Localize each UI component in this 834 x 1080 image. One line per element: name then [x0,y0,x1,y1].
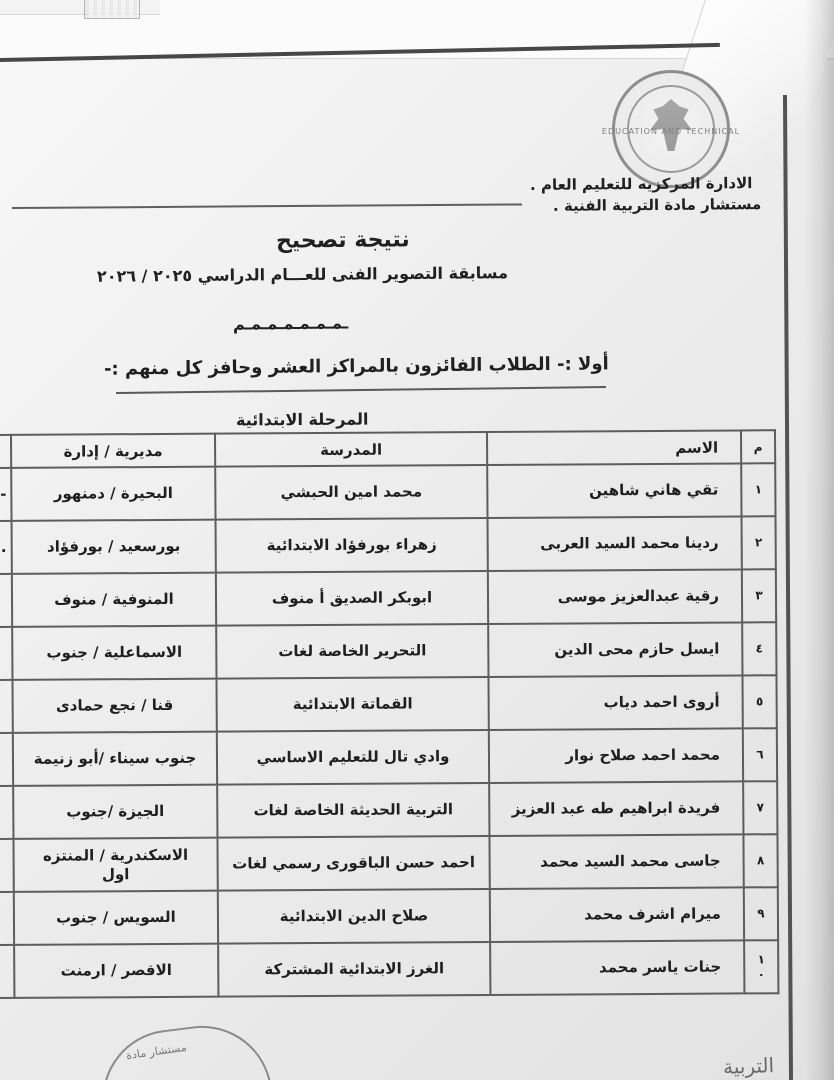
student-name: تقي هاني شاهين [487,463,741,518]
emblem-text: EDUCATION AND TECHNICAL [601,127,741,136]
row-number: ١ [741,463,775,516]
student-name: ردينا محمد السيد العربى [488,516,742,571]
header-edge [0,435,11,468]
header-school: المدرسة [215,432,487,467]
student-name: جنات ياسر محمد [490,940,744,995]
signature-line [12,203,522,209]
results-table [0,429,779,999]
directorate-name: الاقصر / ارمنت [14,944,218,998]
section-heading: أولا :- الطلاب الفائزون بالمراكز العشر وحافز كل منهم :- [104,353,610,380]
header-rule [0,43,720,62]
student-name: فريدة ابراهيم طه عبد العزيز [489,781,743,836]
school-name: احمد حسن الباقورى رسمي لغات [217,836,489,891]
student-name: ميرام اشرف محمد [490,887,744,942]
directorate-name: جنوب سيناء /أبو زنيمة [13,732,217,786]
school-name: محمد امين الحبشي [215,465,487,520]
row-number: ٣ [742,569,776,622]
row-edge-mark [0,786,13,839]
row-edge-mark [0,839,14,892]
row-number: ٦ [743,728,777,781]
student-name: أروى احمد دياب [488,675,742,730]
school-name: صلاح الدين الابتدائية [218,889,490,944]
ministry-emblem [601,70,741,188]
school-name: القماتة الابتدائية [216,677,488,732]
table-header-row [0,430,775,468]
row-number: ٤ [742,622,776,675]
student-name: رقية عبدالعزيز موسى [488,569,742,624]
school-name: زهراء بورفؤاد الابتدائية [216,518,488,573]
student-name: محمد احمد صلاح نوار [489,728,743,783]
directorate-name: الجيزة /جنوب [13,785,217,839]
row-edge-mark [0,627,13,680]
row-edge-mark [0,945,14,998]
directorate-line-2: اول [101,864,130,883]
document-title: نتيجة تصحيح [276,227,411,254]
table-row [0,569,776,627]
table-row [0,887,778,945]
table-row [0,675,777,733]
row-number: ٥ [742,675,776,728]
row-number: ٩ [744,887,778,940]
school-name: الغرز الابتدائية المشتركة [218,942,490,997]
document-subtitle: مسابقة التصوير الفنى للعـــام الدراسي ٢٠٢٥ / ٢٠٢٦ [96,263,509,286]
school-name: التحرير الخاصة لغات [216,624,488,679]
bottom-corner-text: التربية [722,1053,775,1079]
directorate-name: الاسماعلية / جنوب [12,626,216,680]
ministry-line-1: الادارة المركزيه للتعليم العام . [529,174,753,194]
table-row [0,940,778,998]
school-name: وادي تال للتعليم الاساسي [217,730,489,785]
row-number: ٨ [743,834,777,887]
table-row [0,834,778,892]
student-name: ايسل حازم محى الدين [488,622,742,677]
stage-title: المرحلة الابتدائية [235,409,369,430]
row-number: ٧ [743,781,777,834]
bottom-stamp-text: مستشار مادة [125,1040,188,1063]
header-directorate: مديرية / إدارة [11,434,215,468]
row-number-line-1: ١ [757,951,765,966]
ministry-line-2: مستشار مادة التربية الفنية . [552,195,762,215]
directorate-name: السويس / جنوب [14,891,218,945]
row-edge-mark: . [0,521,12,574]
title-ornament: ـمـمـمـمـمـمـم [232,313,349,334]
row-number-line-2: ٠ [757,966,766,981]
row-edge-mark [0,892,14,945]
table-row [0,728,777,786]
table-row [0,622,776,680]
school-name: التربية الحديثة الخاصة لغات [217,783,489,838]
results-table-wrap [0,429,777,1009]
header-num: م [741,430,775,463]
header-name: الاسم [487,430,741,465]
directorate-name: بورسعيد / بورفؤاد [12,520,216,574]
row-edge-mark [0,733,13,786]
row-number [744,940,778,993]
directorate-name: قنا / نجع حمادى [13,679,217,733]
row-edge-mark [0,680,13,733]
table-row [0,781,777,839]
row-edge-mark: - [0,468,12,521]
table-row [0,516,776,574]
right-page-border [783,95,793,1080]
eagle-icon [650,99,692,151]
directorate-line-1: الاسكندرية / المنتزه [42,845,189,865]
row-edge-mark [0,574,12,627]
directorate-name [13,838,217,892]
directorate-name: البحيرة / دمنهور [11,467,215,521]
table-row [0,463,776,521]
directorate-name: المنوفية / منوف [12,573,216,627]
section-underline [116,386,606,394]
row-number: ٢ [742,516,776,569]
school-name: ابوبكر الصديق أ منوف [216,571,488,626]
student-name: جاسى محمد السيد محمد [489,834,743,889]
